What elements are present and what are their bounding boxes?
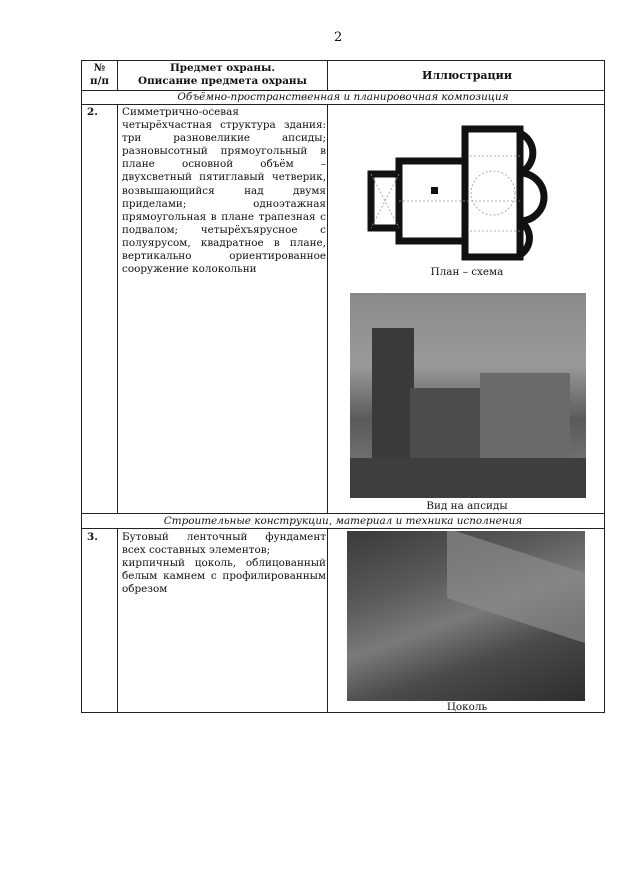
apses-caption: Вид на апсиды — [426, 500, 508, 512]
desc-line: полуярусом, квадратное в плане, — [122, 236, 326, 249]
church-apses-photo — [350, 293, 586, 498]
header-illustrations: Иллюстрации — [422, 69, 512, 82]
desc-line: приделами; одноэтажная — [122, 197, 326, 210]
header-subject — [118, 62, 327, 88]
header-num-line: № — [93, 62, 106, 74]
divider — [82, 104, 604, 105]
row-description — [122, 106, 326, 276]
row-number: 2. — [87, 106, 98, 118]
desc-line: три разновеликие апсиды; — [122, 132, 326, 145]
section-title: Объёмно-пространственная и планировочная композиция — [177, 91, 509, 103]
bell-tower-shape — [372, 328, 414, 458]
header-subject-line: Предмет охраны. — [169, 62, 276, 74]
ground-shape — [350, 458, 586, 498]
desc-line: Бутовый ленточный фундамент — [122, 531, 326, 543]
row-description — [122, 531, 326, 596]
divider — [117, 104, 118, 513]
divider — [82, 528, 604, 529]
desc-line: Симметрично-осевая — [122, 106, 239, 118]
protection-table — [81, 60, 605, 713]
plinth-photo — [347, 531, 585, 701]
header-num — [82, 62, 117, 88]
divider — [117, 528, 118, 713]
desc-line: прямоугольная в плане трапезная с — [122, 210, 326, 223]
section-title: Строительные конструкции, материал и техника исполнения — [163, 515, 523, 527]
page-number: 2 — [334, 30, 343, 45]
desc-line: четырёхчастная структура здания: — [122, 119, 326, 132]
desc-line: белым камнем с профилированным — [122, 570, 326, 583]
building-shape — [410, 388, 490, 458]
desc-line: плане основной объём – — [122, 158, 326, 171]
desc-line: двухсветный пятиглавый четверик, — [122, 171, 326, 184]
header-num-line: п/п — [89, 75, 109, 87]
desc-line: разновысотный прямоугольный в — [122, 145, 326, 158]
stone-plinth-shape — [447, 531, 585, 644]
row-number: 3. — [87, 531, 98, 543]
desc-line: кирпичный цоколь, облицованный — [122, 557, 326, 570]
desc-line: возвышающийся над двумя — [122, 184, 326, 197]
floor-plan-image — [365, 121, 560, 266]
divider — [327, 104, 328, 513]
header-subject-line: Описание предмета охраны — [138, 75, 307, 87]
desc-line: всех составных элементов; — [122, 544, 271, 557]
divider — [82, 513, 604, 514]
plinth-caption: Цоколь — [446, 701, 488, 713]
desc-line: сооружение колокольни — [122, 263, 257, 276]
divider — [327, 528, 328, 713]
desc-line: подвалом; четырёхъярусное с — [122, 223, 326, 236]
building-shape — [480, 373, 570, 458]
desc-line: обрезом — [122, 583, 168, 596]
plan-caption: План – схема — [430, 266, 504, 278]
desc-line: вертикально ориентированное — [122, 250, 326, 263]
